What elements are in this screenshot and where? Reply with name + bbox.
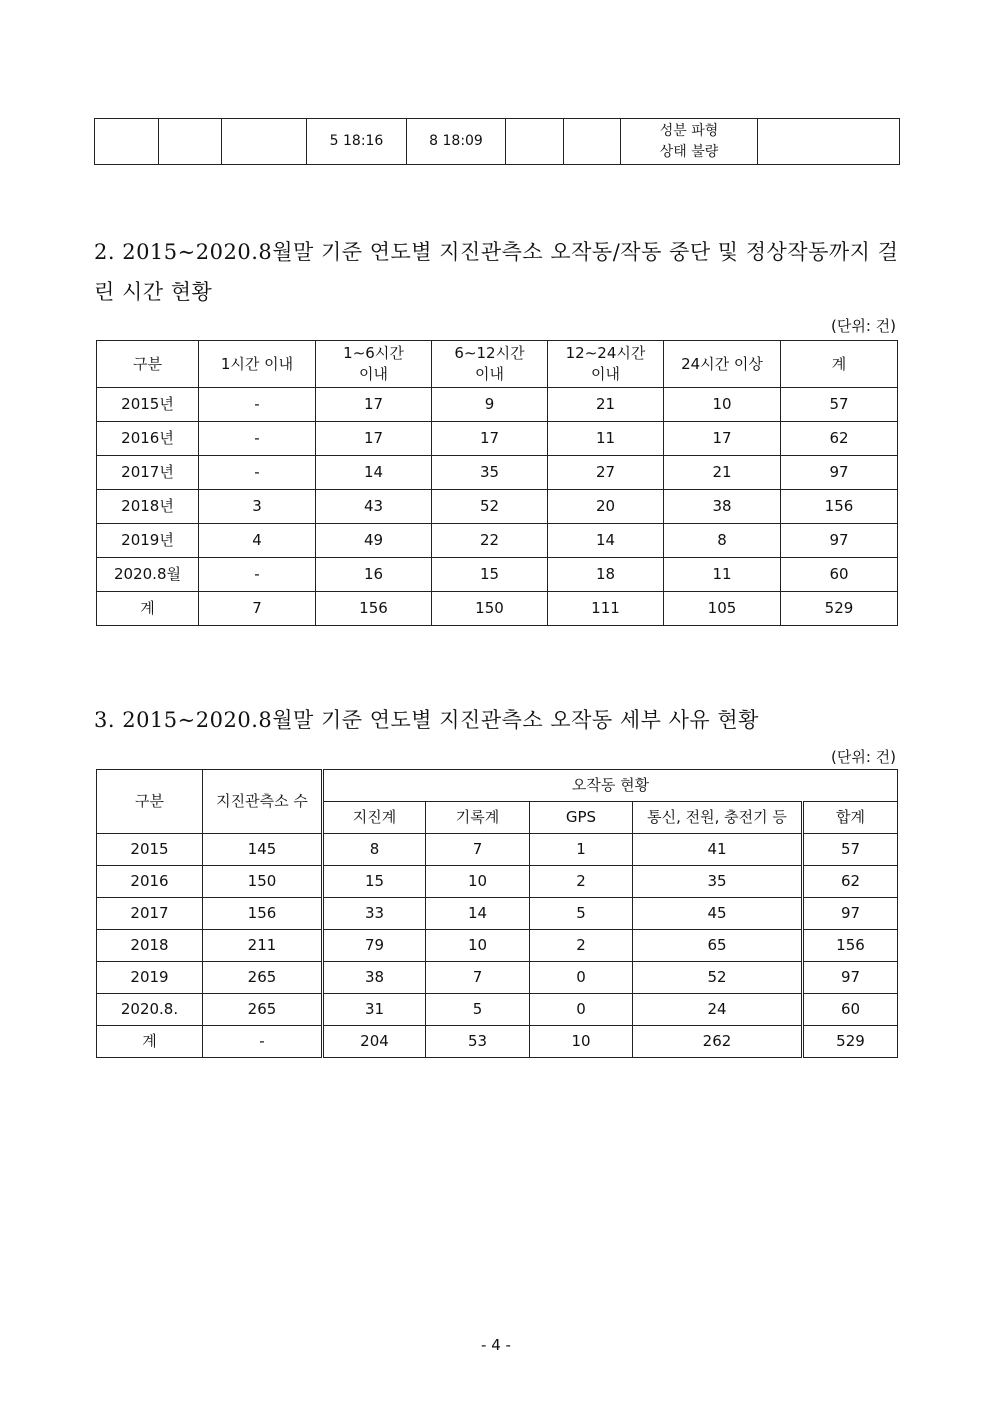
table-cell: 43 [316, 490, 432, 524]
table-header-row [97, 341, 898, 388]
table-header-row [97, 770, 898, 802]
table-row [97, 994, 898, 1026]
table-cell: 5 18:16 [307, 119, 407, 165]
table-cell: 97 [781, 524, 898, 558]
table-cell: 529 [803, 1026, 898, 1058]
table-cell: 8 [664, 524, 781, 558]
table-cell [758, 119, 900, 165]
section2-title: 2. 2015∼2020.8월말 기준 연도별 지진관측소 오작동/작동 중단 및 정상작동까지 걸린 시간 현황 [94, 240, 899, 304]
column-header: 지진계 [323, 802, 426, 834]
table-cell: - [199, 388, 316, 422]
table-cell: 49 [316, 524, 432, 558]
table-cell: 53 [426, 1026, 530, 1058]
table-cell: 529 [781, 592, 898, 626]
table-cell [159, 119, 222, 165]
table-cell [564, 119, 621, 165]
table-cell: 52 [633, 962, 803, 994]
table-cell: 7 [199, 592, 316, 626]
header-station-count: 지진관측소 수 [203, 770, 323, 834]
table-cell: 11 [664, 558, 781, 592]
column-header: 12∼24시간 이내 [548, 341, 664, 388]
row-label: 2019 [97, 962, 203, 994]
table-cell: 2 [530, 930, 633, 962]
table-cell: 145 [203, 834, 323, 866]
header-category: 구분 [97, 770, 203, 834]
row-label: 2015 [97, 834, 203, 866]
row-label: 2020.8월 [97, 558, 199, 592]
table-cell: 31 [323, 994, 426, 1026]
section2-unit: (단위: 건) [831, 317, 896, 335]
table-row [97, 866, 898, 898]
table-row [97, 388, 898, 422]
table-row [95, 119, 900, 165]
column-header: 1∼6시간 이내 [316, 341, 432, 388]
row-label: 2017 [97, 898, 203, 930]
column-header: 24시간 이상 [664, 341, 781, 388]
table-row [97, 930, 898, 962]
table-row [97, 834, 898, 866]
table-cell: 21 [664, 456, 781, 490]
table-cell: - [199, 558, 316, 592]
row-label: 2019년 [97, 524, 199, 558]
column-header: 통신, 전원, 충전기 등 [633, 802, 803, 834]
column-header: 6∼12시간 이내 [432, 341, 548, 388]
table-cell: 150 [432, 592, 548, 626]
table-row [97, 490, 898, 524]
table-cell: 7 [426, 834, 530, 866]
table-cell: 17 [664, 422, 781, 456]
table-cell: - [199, 422, 316, 456]
table-cell: 79 [323, 930, 426, 962]
table-cell: 5 [426, 994, 530, 1026]
table-cell: 57 [781, 388, 898, 422]
table-cell: 0 [530, 962, 633, 994]
table-row [97, 456, 898, 490]
row-label: 2018 [97, 930, 203, 962]
table-cell [222, 119, 307, 165]
table-row [97, 558, 898, 592]
table-cell: 14 [316, 456, 432, 490]
table-cell: 52 [432, 490, 548, 524]
row-label: 계 [97, 1026, 203, 1058]
column-header: GPS [530, 802, 633, 834]
response-time-table [96, 340, 898, 626]
table-row [97, 898, 898, 930]
table-cell: 62 [781, 422, 898, 456]
table-row [97, 592, 898, 626]
table-cell: 211 [203, 930, 323, 962]
table-cell: 17 [316, 388, 432, 422]
table-cell [95, 119, 159, 165]
table-cell: 97 [781, 456, 898, 490]
page-number: - 4 - [481, 1336, 511, 1354]
table-cell: 14 [426, 898, 530, 930]
table-cell: 38 [323, 962, 426, 994]
table-cell: 0 [530, 994, 633, 1026]
column-header: 구분 [97, 341, 199, 388]
table-cell: 18 [548, 558, 664, 592]
table-cell: 41 [633, 834, 803, 866]
malfunction-cause-table [96, 769, 898, 1058]
row-label: 2018년 [97, 490, 199, 524]
column-header: 1시간 이내 [199, 341, 316, 388]
table-cell: 성분 파형 상태 불량 [621, 119, 758, 165]
table-cell: - [203, 1026, 323, 1058]
table-cell: 33 [323, 898, 426, 930]
table-cell: 14 [548, 524, 664, 558]
table-cell: 17 [316, 422, 432, 456]
table-cell: 2 [530, 866, 633, 898]
table-cell: 1 [530, 834, 633, 866]
table-cell: 5 [530, 898, 633, 930]
table-cell: 20 [548, 490, 664, 524]
table-cell: 65 [633, 930, 803, 962]
table-cell: 11 [548, 422, 664, 456]
table-cell: 265 [203, 962, 323, 994]
table-cell: 21 [548, 388, 664, 422]
table-cell: 35 [432, 456, 548, 490]
row-label: 2020.8. [97, 994, 203, 1026]
table-cell: 10 [426, 866, 530, 898]
table-cell: 22 [432, 524, 548, 558]
table-cell: 4 [199, 524, 316, 558]
table-cell: 60 [803, 994, 898, 1026]
table-cell: 57 [803, 834, 898, 866]
column-header: 계 [781, 341, 898, 388]
table-cell: 60 [781, 558, 898, 592]
row-label: 2016년 [97, 422, 199, 456]
table-cell: 10 [530, 1026, 633, 1058]
row-label: 계 [97, 592, 199, 626]
table-cell: 3 [199, 490, 316, 524]
table-cell: 105 [664, 592, 781, 626]
table-cell: 62 [803, 866, 898, 898]
table-cell: 97 [803, 962, 898, 994]
table-cell: 156 [203, 898, 323, 930]
table-cell: 17 [432, 422, 548, 456]
table-cell [506, 119, 564, 165]
table-cell: 8 [323, 834, 426, 866]
header-malfunction-group: 오작동 현황 [323, 770, 898, 802]
table-cell: - [199, 456, 316, 490]
column-header: 기록계 [426, 802, 530, 834]
table-cell: 204 [323, 1026, 426, 1058]
table-cell: 111 [548, 592, 664, 626]
table-cell: 10 [426, 930, 530, 962]
table-cell: 24 [633, 994, 803, 1026]
table-cell: 9 [432, 388, 548, 422]
table-cell: 150 [203, 866, 323, 898]
table-cell: 7 [426, 962, 530, 994]
table-cell: 35 [633, 866, 803, 898]
table-cell: 156 [316, 592, 432, 626]
table-row [97, 524, 898, 558]
table-row [97, 962, 898, 994]
table-cell: 15 [432, 558, 548, 592]
row-label: 2016 [97, 866, 203, 898]
table-cell: 16 [316, 558, 432, 592]
top-continuation-table [94, 118, 900, 165]
table-cell: 8 18:09 [407, 119, 506, 165]
table-cell: 45 [633, 898, 803, 930]
table-cell: 97 [803, 898, 898, 930]
row-label: 2017년 [97, 456, 199, 490]
table-cell: 38 [664, 490, 781, 524]
table-row [97, 422, 898, 456]
table-cell: 15 [323, 866, 426, 898]
table-cell: 10 [664, 388, 781, 422]
table-cell: 262 [633, 1026, 803, 1058]
table-cell: 156 [803, 930, 898, 962]
column-header: 합계 [803, 802, 898, 834]
table-cell: 27 [548, 456, 664, 490]
section3-unit: (단위: 건) [831, 748, 896, 766]
section3-title: 3. 2015∼2020.8월말 기준 연도별 지진관측소 오작동 세부 사유 현황 [94, 708, 759, 732]
table-row [97, 1026, 898, 1058]
table-cell: 156 [781, 490, 898, 524]
table-cell: 265 [203, 994, 323, 1026]
row-label: 2015년 [97, 388, 199, 422]
